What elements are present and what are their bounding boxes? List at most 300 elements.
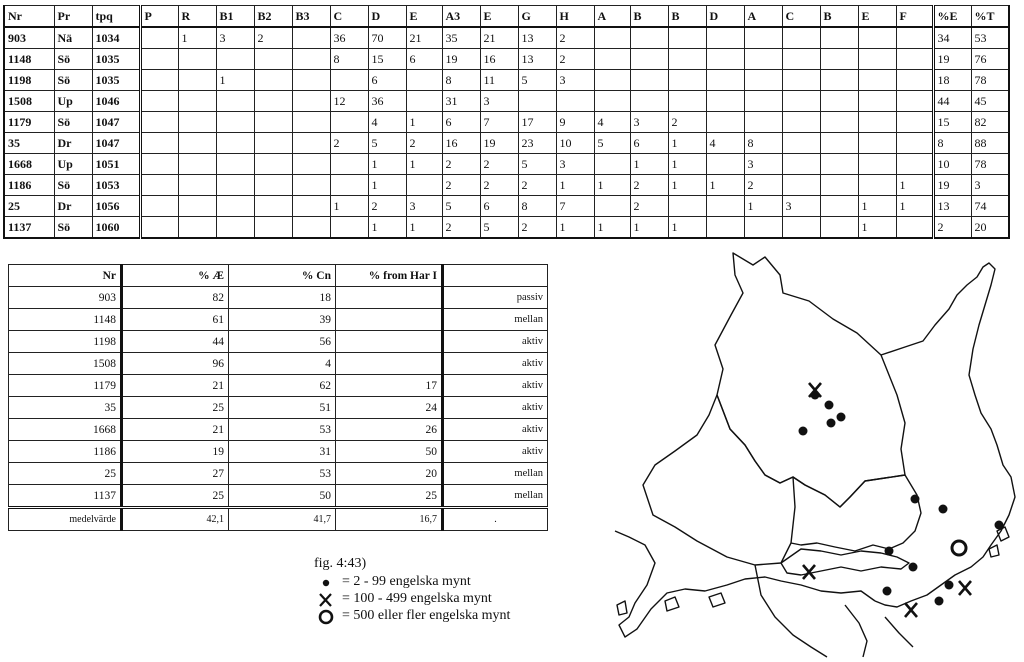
table-cell: 44 xyxy=(122,331,229,353)
hoard-dot xyxy=(827,419,836,428)
table-cell xyxy=(292,133,330,154)
table-cell: 1 xyxy=(706,175,744,196)
table-cell xyxy=(820,49,858,70)
table-cell: 6 xyxy=(630,133,668,154)
table-cell xyxy=(896,154,933,175)
table-cell: 12 xyxy=(330,91,368,112)
table-cell xyxy=(896,133,933,154)
table-cell xyxy=(668,27,706,49)
hoard-col-header: B2 xyxy=(254,6,292,28)
table-cell: 1 xyxy=(216,70,254,91)
table-cell: 1 xyxy=(630,154,668,175)
hoard-map xyxy=(605,245,1024,662)
table-cell: 1508 xyxy=(9,353,122,375)
table-cell: 2 xyxy=(630,196,668,217)
table-cell: 1186 xyxy=(4,175,54,196)
table-cell: 25 xyxy=(122,397,229,419)
table-cell: 1 xyxy=(330,196,368,217)
table-cell: 1179 xyxy=(4,112,54,133)
table-cell: 2 xyxy=(480,175,518,196)
table-cell: 1508 xyxy=(4,91,54,112)
table-cell xyxy=(140,175,178,196)
table-cell xyxy=(216,175,254,196)
table-cell: 50 xyxy=(336,441,443,463)
table-cell: 2 xyxy=(630,175,668,196)
table-cell xyxy=(744,49,782,70)
hoard-col-header: %T xyxy=(971,6,1009,28)
table-cell xyxy=(668,196,706,217)
hoard-dot xyxy=(939,505,948,514)
table-cell: 1 xyxy=(368,154,406,175)
col-cn-header: % Cn xyxy=(229,265,336,287)
hoard-col-header: B xyxy=(668,6,706,28)
table-cell: 18 xyxy=(229,287,336,309)
map-region-outline-west xyxy=(643,395,795,565)
table-cell: 1 xyxy=(406,112,442,133)
table-cell: 2 xyxy=(330,133,368,154)
table-cell: 25 xyxy=(336,485,443,508)
col-nr-header: Nr xyxy=(9,265,122,287)
table-cell: 78 xyxy=(971,154,1009,175)
status-cell: aktiv xyxy=(443,331,548,353)
table-cell: 25 xyxy=(122,485,229,508)
table-cell xyxy=(858,154,896,175)
hoard-table-header xyxy=(4,6,1009,28)
table-cell: 74 xyxy=(971,196,1009,217)
table-cell xyxy=(292,175,330,196)
table-cell xyxy=(216,49,254,70)
hoard-table-body xyxy=(4,27,1009,238)
table-cell xyxy=(706,27,744,49)
table-cell: 19 xyxy=(933,49,971,70)
legend-item-large xyxy=(314,608,510,625)
table-cell: 4 xyxy=(706,133,744,154)
table-cell xyxy=(706,196,744,217)
table-cell: 31 xyxy=(229,441,336,463)
table-cell xyxy=(706,112,744,133)
table-cell: 6 xyxy=(480,196,518,217)
table-cell: 8 xyxy=(744,133,782,154)
table-cell: 31 xyxy=(442,91,480,112)
table-cell xyxy=(336,309,443,331)
table-cell xyxy=(216,154,254,175)
table-row xyxy=(4,133,1009,154)
table-cell: 4 xyxy=(368,112,406,133)
table-cell: 1 xyxy=(668,175,706,196)
table-cell xyxy=(518,91,556,112)
table-cell xyxy=(140,217,178,239)
table-cell: 1 xyxy=(556,217,594,239)
table-cell: 1137 xyxy=(4,217,54,239)
hoard-col-header: E xyxy=(406,6,442,28)
table-cell: 1035 xyxy=(92,49,140,70)
table-cell: 1 xyxy=(406,217,442,239)
table-cell: 23 xyxy=(518,133,556,154)
table-cell: 11 xyxy=(480,70,518,91)
ring-icon xyxy=(314,608,338,625)
table-cell: 35 xyxy=(9,397,122,419)
table-cell xyxy=(782,154,820,175)
table-cell: 16 xyxy=(442,133,480,154)
table-cell xyxy=(820,27,858,49)
status-cell: aktiv xyxy=(443,353,548,375)
summary-table xyxy=(8,264,548,531)
table-cell: 1 xyxy=(668,133,706,154)
hoard-dot xyxy=(995,521,1004,530)
table-cell: 6 xyxy=(442,112,480,133)
hoard-dot xyxy=(799,427,808,436)
hoard-col-header: A xyxy=(744,6,782,28)
table-cell: 1047 xyxy=(92,112,140,133)
table-cell xyxy=(820,217,858,239)
table-cell: 1 xyxy=(668,154,706,175)
status-cell: mellan xyxy=(443,309,548,331)
table-cell xyxy=(896,112,933,133)
mean-cn: 41,7 xyxy=(229,508,336,531)
table-cell: 26 xyxy=(336,419,443,441)
table-cell: 3 xyxy=(630,112,668,133)
table-cell: 1 xyxy=(368,175,406,196)
table-cell: 20 xyxy=(971,217,1009,239)
hoard-dot xyxy=(837,413,846,422)
table-cell xyxy=(292,91,330,112)
table-cell: 35 xyxy=(442,27,480,49)
table-cell xyxy=(254,175,292,196)
table-cell: 36 xyxy=(330,27,368,49)
table-row xyxy=(4,154,1009,175)
table-row xyxy=(9,375,548,397)
table-row xyxy=(4,70,1009,91)
table-cell: Up xyxy=(54,91,92,112)
table-cell: Sö xyxy=(54,112,92,133)
table-row xyxy=(4,175,1009,196)
map-island xyxy=(665,597,679,611)
col-ae-header: % Æ xyxy=(122,265,229,287)
hoard-col-header: E xyxy=(480,6,518,28)
table-cell: Nä xyxy=(54,27,92,49)
table-row xyxy=(4,91,1009,112)
status-cell: mellan xyxy=(443,463,548,485)
table-cell: 17 xyxy=(518,112,556,133)
table-cell xyxy=(782,217,820,239)
table-cell: 9 xyxy=(556,112,594,133)
table-cell xyxy=(178,49,216,70)
table-cell xyxy=(668,49,706,70)
table-cell: 3 xyxy=(971,175,1009,196)
table-cell: 39 xyxy=(229,309,336,331)
table-cell: 1 xyxy=(858,217,896,239)
table-cell xyxy=(706,154,744,175)
table-cell: 50 xyxy=(229,485,336,508)
table-cell xyxy=(336,287,443,309)
table-cell: 13 xyxy=(518,27,556,49)
table-cell: 1 xyxy=(858,196,896,217)
table-cell xyxy=(744,70,782,91)
hoard-col-header: D xyxy=(368,6,406,28)
table-cell xyxy=(292,49,330,70)
table-cell xyxy=(336,353,443,375)
table-cell: 24 xyxy=(336,397,443,419)
table-cell xyxy=(292,27,330,49)
table-cell: 1186 xyxy=(9,441,122,463)
table-cell: 903 xyxy=(9,287,122,309)
table-cell: 8 xyxy=(442,70,480,91)
table-cell: 2 xyxy=(933,217,971,239)
table-cell xyxy=(706,70,744,91)
table-cell xyxy=(820,154,858,175)
table-cell: 1 xyxy=(744,196,782,217)
map-region-outline-east xyxy=(875,263,1015,607)
status-cell: aktiv xyxy=(443,441,548,463)
hoard-dot xyxy=(885,547,894,556)
table-cell xyxy=(594,49,630,70)
table-row xyxy=(4,49,1009,70)
table-cell xyxy=(178,175,216,196)
table-cell xyxy=(140,70,178,91)
table-cell xyxy=(858,70,896,91)
hoard-composition-table xyxy=(3,5,1010,239)
table-cell xyxy=(178,133,216,154)
map-south-coast-3 xyxy=(845,605,913,657)
table-cell xyxy=(254,112,292,133)
table-cell xyxy=(744,217,782,239)
table-cell: 2 xyxy=(556,27,594,49)
table-row xyxy=(4,196,1009,217)
summary-footer-row xyxy=(9,508,548,531)
table-cell: 5 xyxy=(480,217,518,239)
map-south-coast-2 xyxy=(755,565,827,657)
hoard-col-header: Nr xyxy=(4,6,54,28)
table-cell xyxy=(216,196,254,217)
hoard-cross xyxy=(959,581,971,595)
table-cell: 2 xyxy=(518,175,556,196)
table-cell: 7 xyxy=(556,196,594,217)
table-row xyxy=(9,353,548,375)
table-cell xyxy=(630,27,668,49)
table-cell: 2 xyxy=(518,217,556,239)
table-row xyxy=(9,309,548,331)
table-row xyxy=(4,27,1009,49)
table-cell: 53 xyxy=(229,419,336,441)
table-cell xyxy=(820,91,858,112)
hoard-col-header: P xyxy=(140,6,178,28)
mean-label: medelvärde xyxy=(9,508,122,531)
table-cell xyxy=(858,27,896,49)
dot-icon xyxy=(314,574,338,591)
table-cell xyxy=(178,154,216,175)
table-cell: 25 xyxy=(9,463,122,485)
table-cell xyxy=(178,217,216,239)
table-cell: 16 xyxy=(480,49,518,70)
table-cell: 76 xyxy=(971,49,1009,70)
table-cell: 1 xyxy=(668,217,706,239)
table-cell xyxy=(216,91,254,112)
table-cell: 61 xyxy=(122,309,229,331)
hoard-dot xyxy=(883,587,892,596)
table-cell: 78 xyxy=(971,70,1009,91)
hoard-col-header: H xyxy=(556,6,594,28)
table-cell: 1060 xyxy=(92,217,140,239)
table-cell xyxy=(668,91,706,112)
table-cell xyxy=(336,331,443,353)
table-cell: 8 xyxy=(933,133,971,154)
table-cell xyxy=(216,112,254,133)
table-cell: 2 xyxy=(668,112,706,133)
table-cell xyxy=(330,112,368,133)
hoard-dot xyxy=(909,563,918,572)
table-cell: 1 xyxy=(368,217,406,239)
table-cell: Dr xyxy=(54,133,92,154)
table-cell: Sö xyxy=(54,217,92,239)
table-cell xyxy=(178,112,216,133)
hoard-col-header: C xyxy=(330,6,368,28)
hoard-col-header: R xyxy=(178,6,216,28)
table-cell xyxy=(140,91,178,112)
table-cell xyxy=(406,70,442,91)
table-cell: 1198 xyxy=(4,70,54,91)
table-cell: 8 xyxy=(518,196,556,217)
table-cell: 53 xyxy=(229,463,336,485)
hoard-dot xyxy=(945,581,954,590)
table-cell: 51 xyxy=(229,397,336,419)
table-cell: 1 xyxy=(896,175,933,196)
table-cell: Up xyxy=(54,154,92,175)
figure-caption: fig. 4:43) xyxy=(314,556,367,571)
table-cell xyxy=(630,91,668,112)
table-cell: 17 xyxy=(336,375,443,397)
table-cell xyxy=(858,112,896,133)
map-island xyxy=(709,593,725,607)
table-cell xyxy=(140,154,178,175)
table-cell xyxy=(292,217,330,239)
table-cell xyxy=(254,133,292,154)
table-row xyxy=(9,485,548,508)
figure-legend xyxy=(314,556,510,625)
table-cell: 34 xyxy=(933,27,971,49)
table-cell: 1 xyxy=(556,175,594,196)
hoard-col-header: E xyxy=(858,6,896,28)
table-cell: 21 xyxy=(480,27,518,49)
table-cell: 53 xyxy=(971,27,1009,49)
hoard-col-header: B1 xyxy=(216,6,254,28)
table-cell xyxy=(140,112,178,133)
mean-ae: 42,1 xyxy=(122,508,229,531)
table-cell xyxy=(216,217,254,239)
table-row xyxy=(9,463,548,485)
table-row xyxy=(9,287,548,309)
status-cell: aktiv xyxy=(443,397,548,419)
table-cell xyxy=(594,196,630,217)
table-cell: 15 xyxy=(368,49,406,70)
table-cell: 5 xyxy=(518,154,556,175)
table-cell xyxy=(782,70,820,91)
table-cell xyxy=(254,91,292,112)
map-island xyxy=(617,601,627,615)
table-cell xyxy=(630,70,668,91)
table-cell: 1 xyxy=(896,196,933,217)
summary-header xyxy=(9,265,548,287)
table-cell: 4 xyxy=(229,353,336,375)
table-cell: 6 xyxy=(368,70,406,91)
table-cell: 1046 xyxy=(92,91,140,112)
table-cell: 1053 xyxy=(92,175,140,196)
hoard-col-header: A xyxy=(594,6,630,28)
table-cell: 21 xyxy=(122,419,229,441)
hoard-col-header: B3 xyxy=(292,6,330,28)
table-cell: 1137 xyxy=(9,485,122,508)
table-cell xyxy=(782,112,820,133)
table-cell: 19 xyxy=(933,175,971,196)
table-cell: 1056 xyxy=(92,196,140,217)
table-cell xyxy=(178,196,216,217)
table-cell xyxy=(556,91,594,112)
cross-icon xyxy=(314,591,338,608)
table-row xyxy=(4,217,1009,239)
table-cell: 18 xyxy=(933,70,971,91)
table-row xyxy=(9,331,548,353)
table-cell xyxy=(406,91,442,112)
table-cell: 70 xyxy=(368,27,406,49)
table-cell xyxy=(330,70,368,91)
table-cell xyxy=(858,175,896,196)
table-cell: 5 xyxy=(518,70,556,91)
table-cell: 25 xyxy=(4,196,54,217)
table-cell xyxy=(140,133,178,154)
table-cell: 3 xyxy=(480,91,518,112)
table-cell xyxy=(858,49,896,70)
table-cell: 19 xyxy=(480,133,518,154)
table-cell: 3 xyxy=(782,196,820,217)
table-cell: 1 xyxy=(630,217,668,239)
table-cell: 5 xyxy=(594,133,630,154)
table-cell xyxy=(594,91,630,112)
hoard-dot xyxy=(935,597,944,606)
col-har-header: % from Har I xyxy=(336,265,443,287)
table-cell: 1047 xyxy=(92,133,140,154)
table-cell xyxy=(140,27,178,49)
table-cell: 1 xyxy=(406,154,442,175)
table-cell: 2 xyxy=(368,196,406,217)
table-cell xyxy=(254,70,292,91)
table-row xyxy=(4,112,1009,133)
table-row xyxy=(9,441,548,463)
table-cell xyxy=(896,70,933,91)
table-cell: 1 xyxy=(178,27,216,49)
table-cell: 82 xyxy=(971,112,1009,133)
hoard-col-header: tpq xyxy=(92,6,140,28)
table-cell: 2 xyxy=(442,217,480,239)
table-cell: 3 xyxy=(556,70,594,91)
table-cell: 1668 xyxy=(4,154,54,175)
table-cell xyxy=(782,49,820,70)
table-cell: 1179 xyxy=(9,375,122,397)
col-status-header xyxy=(443,265,548,287)
table-cell: 6 xyxy=(406,49,442,70)
legend-text-medium: = 100 - 499 engelska mynt xyxy=(342,591,492,606)
table-cell xyxy=(330,175,368,196)
table-cell: 1 xyxy=(594,217,630,239)
hoard-col-header: C xyxy=(782,6,820,28)
table-cell: 35 xyxy=(4,133,54,154)
table-cell: Sö xyxy=(54,49,92,70)
table-cell: Sö xyxy=(54,70,92,91)
table-cell: 21 xyxy=(122,375,229,397)
table-cell xyxy=(744,91,782,112)
status-cell: aktiv xyxy=(443,375,548,397)
hoard-cross xyxy=(905,603,917,617)
status-cell: mellan xyxy=(443,485,548,508)
table-cell: 1035 xyxy=(92,70,140,91)
